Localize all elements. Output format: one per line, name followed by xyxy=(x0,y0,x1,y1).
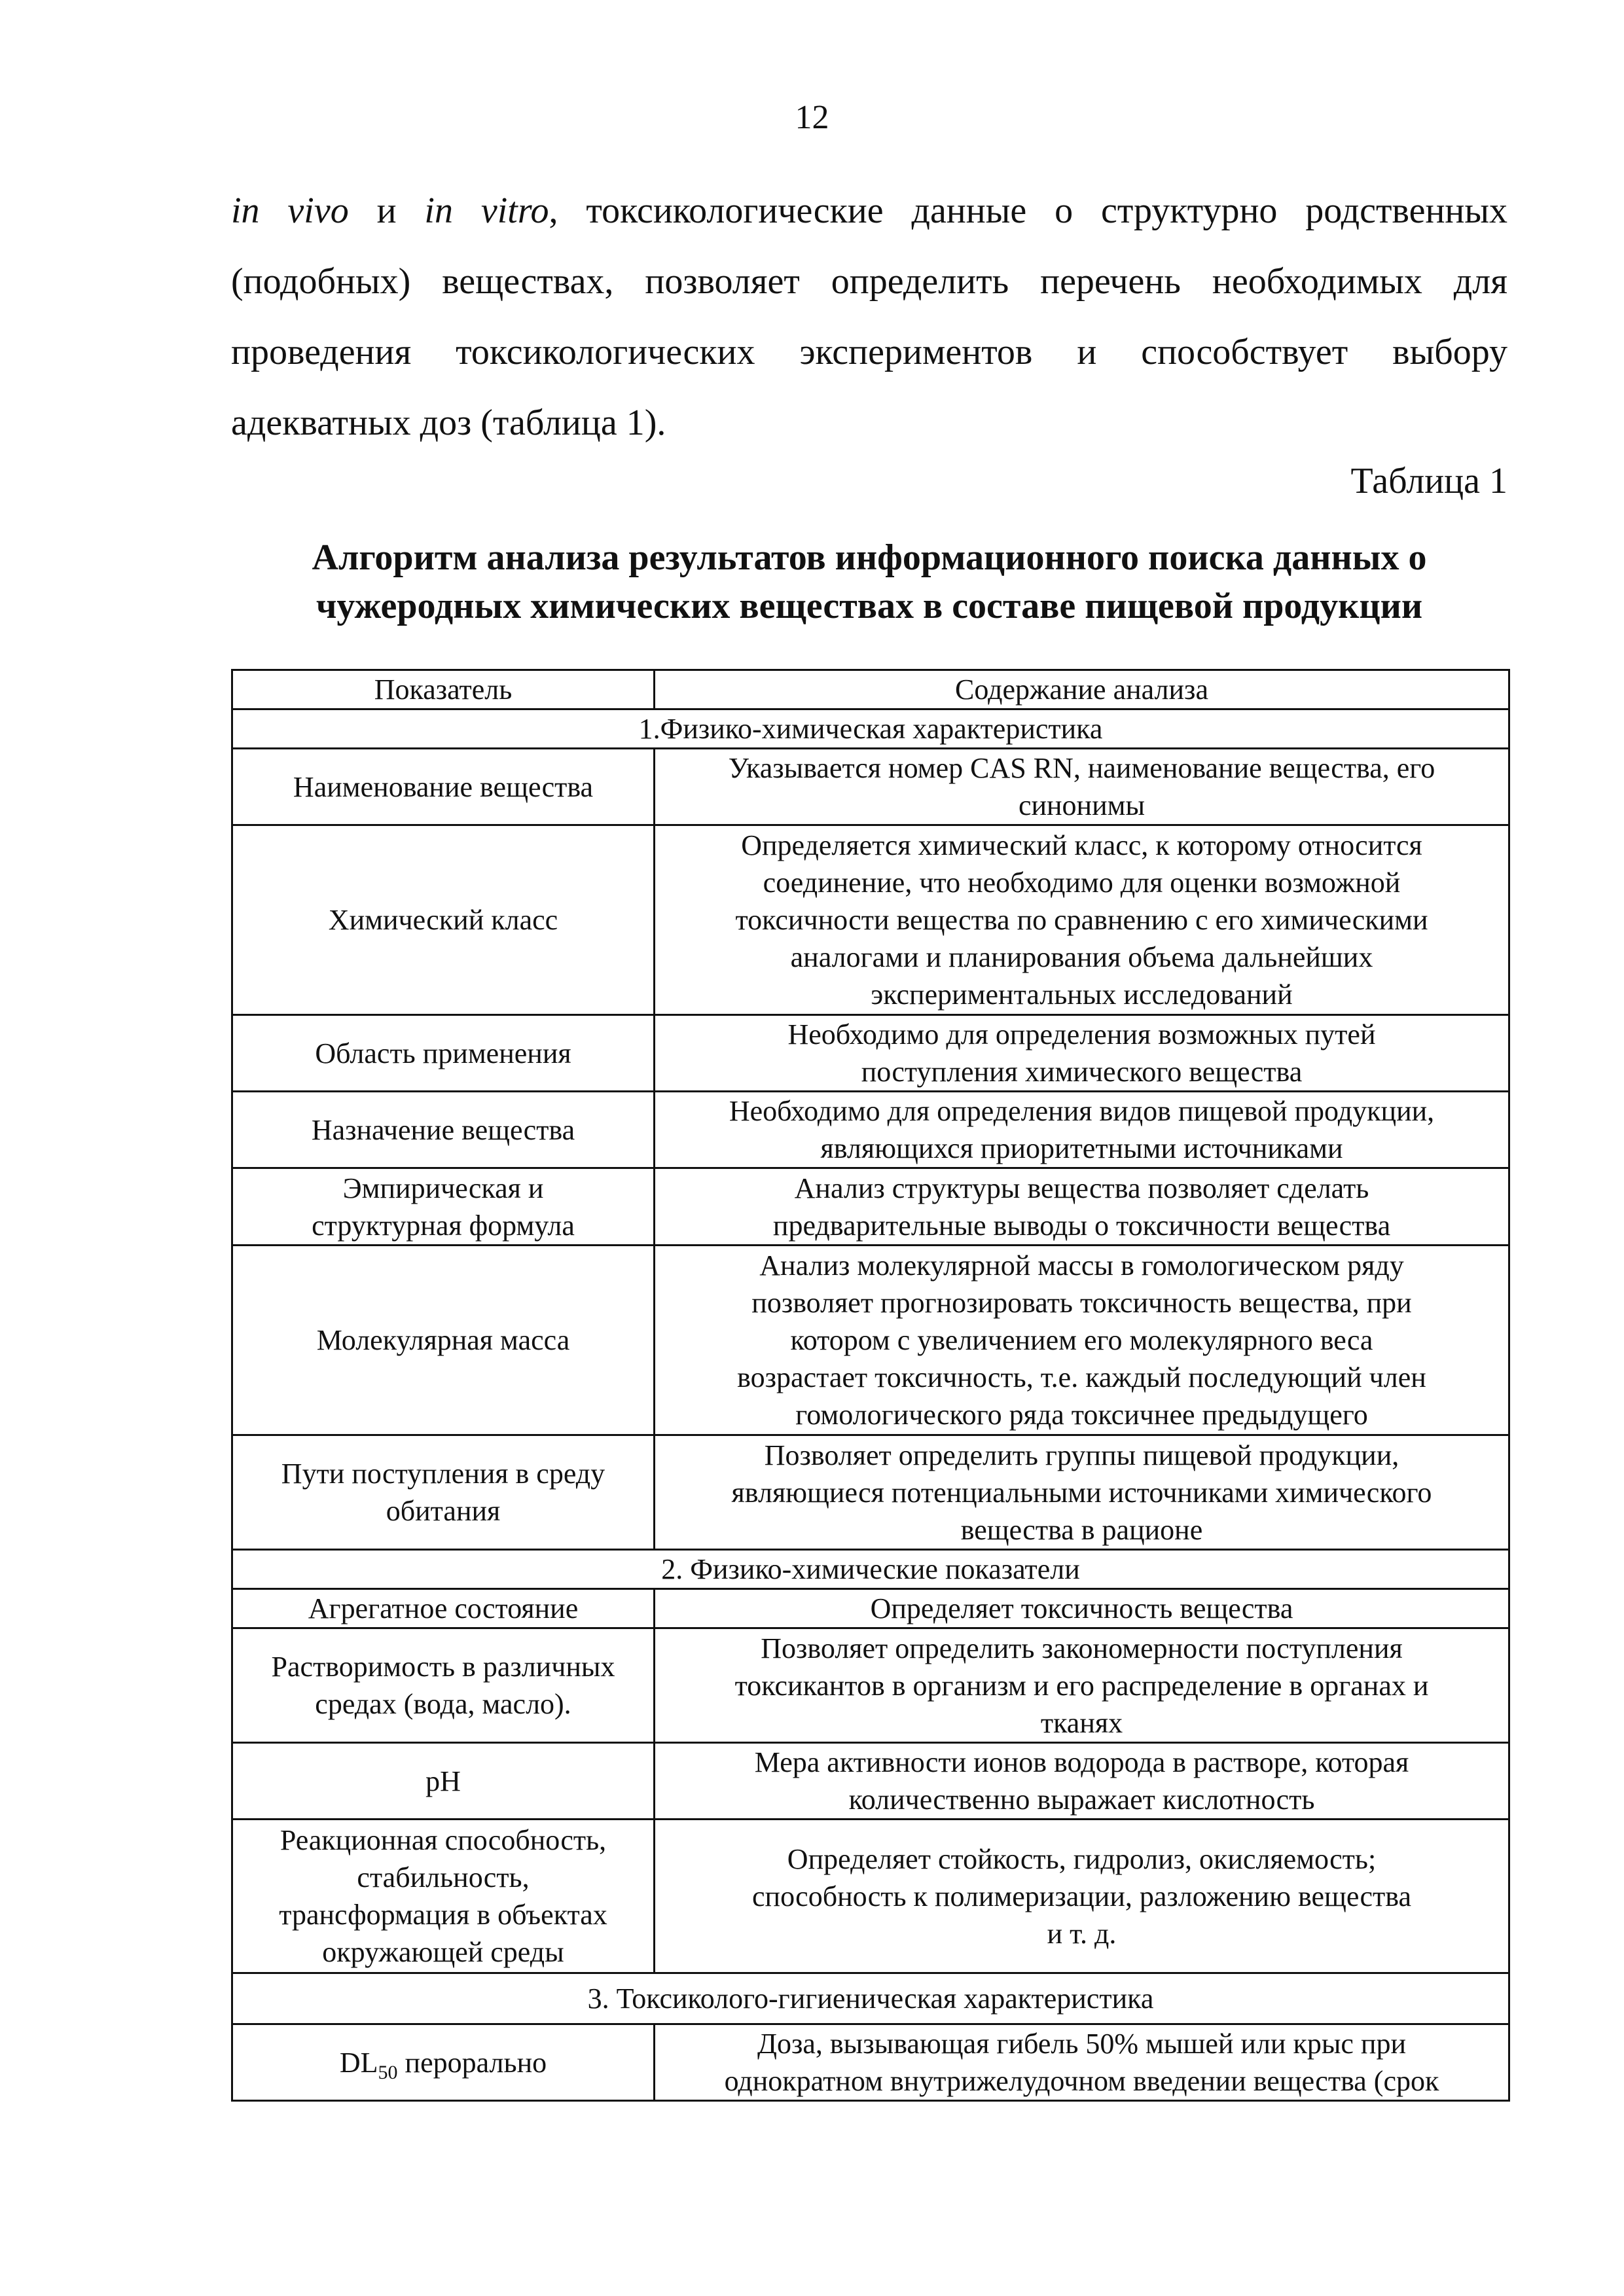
content-cell xyxy=(655,749,1509,825)
intro-paragraph xyxy=(231,175,1507,458)
table-row xyxy=(232,1168,1509,1246)
indicator-line: стабильность, xyxy=(357,1861,530,1893)
indicator-rest: перорально xyxy=(397,2046,547,2079)
content-line: Анализ молекулярной массы в гомологическом ряду xyxy=(759,1249,1404,1282)
indicator-cell xyxy=(232,1589,655,1628)
indicator-line: Назначение вещества xyxy=(311,1113,575,1146)
content-line: аналогами и планирования объема дальнейших xyxy=(790,941,1373,973)
indicator-cell xyxy=(232,1743,655,1820)
content-line: соединение, что необходимо для оценки возможной xyxy=(763,867,1401,899)
content-line: тканях xyxy=(1040,1706,1123,1739)
intro-italic-in-vivo: in vivo xyxy=(231,190,349,231)
indicator-cell xyxy=(232,825,655,1015)
table-label: Таблица 1 xyxy=(1350,461,1507,501)
intro-italic-in-vitro: in vitro xyxy=(424,190,549,231)
indicator-cell xyxy=(232,1628,655,1743)
content-line: являющихся приоритетными источниками xyxy=(820,1132,1343,1164)
table-row xyxy=(232,1015,1509,1092)
table-title xyxy=(231,533,1507,630)
indicator-main: DL xyxy=(339,2046,378,2079)
content-line: возрастает токсичность, т.е. каждый последующий член xyxy=(737,1361,1426,1393)
intro-text: , токсикологические данные о структурно родственных (подобных) веществах, позволяет определить перечень необходимых для проведения токсикологических экспериментов и способствует выбору адекватных доз (таблица 1). xyxy=(231,190,1508,443)
section-row xyxy=(232,1550,1509,1589)
content-line: способность к полимеризации, разложению вещества xyxy=(752,1880,1411,1912)
indicator-line: средах (вода, масло). xyxy=(315,1688,571,1720)
indicator-line: Область применения xyxy=(315,1037,571,1069)
indicator-cell xyxy=(232,2024,655,2101)
indicator-line: окружающей среды xyxy=(322,1936,564,1968)
section-title: 1.Физико-химическая характеристика xyxy=(232,709,1509,749)
content-line: Определяет стойкость, гидролиз, окисляемость; xyxy=(787,1842,1377,1875)
content-cell xyxy=(655,1015,1509,1092)
content-line: Необходимо для определения возможных путей xyxy=(787,1018,1376,1050)
section-title: 3. Токсиколого-гигиеническая характеристика xyxy=(232,1973,1509,2024)
content-cell xyxy=(655,825,1509,1015)
indicator-cell xyxy=(232,1092,655,1168)
section-row xyxy=(232,709,1509,749)
content-line: количественно выражает кислотность xyxy=(848,1784,1315,1816)
content-cell xyxy=(655,1435,1509,1550)
content-cell xyxy=(655,1092,1509,1168)
content-line: Указывается номер CAS RN, наименование вещества, его xyxy=(728,752,1435,784)
content-line: однократном внутрижелудочном введении вещества (срок xyxy=(724,2065,1439,2097)
table-row xyxy=(232,1246,1509,1435)
table-row xyxy=(232,2024,1509,2101)
content-line: вещества в рационе xyxy=(960,1513,1203,1546)
indicator-line: структурная формула xyxy=(312,1209,575,1242)
content-cell xyxy=(655,1820,1509,1973)
indicator-line: Агрегатное состояние xyxy=(308,1592,579,1624)
content-cell xyxy=(655,1743,1509,1820)
content-cell xyxy=(655,1246,1509,1435)
indicator-line: Химический класс xyxy=(328,904,558,936)
indicator-line: обитания xyxy=(386,1495,501,1527)
indicator-subscript: 50 xyxy=(378,2061,398,2083)
indicator-cell xyxy=(232,1015,655,1092)
indicator-cell xyxy=(232,749,655,825)
indicator-cell xyxy=(232,1168,655,1246)
indicator-line: Растворимость в различных xyxy=(271,1651,615,1683)
page-number: 12 xyxy=(795,99,829,136)
table-row xyxy=(232,749,1509,825)
table-row xyxy=(232,1820,1509,1973)
indicator-line: Эмпирическая и xyxy=(342,1172,544,1204)
table-row xyxy=(232,1092,1509,1168)
content-line: Позволяет определить закономерности поступления xyxy=(761,1632,1403,1664)
indicator-cell xyxy=(232,1246,655,1435)
indicator-line: Реакционная способность, xyxy=(280,1824,607,1856)
content-line: токсикантов в организм и его распределение в органах и xyxy=(734,1669,1429,1702)
content-line: синонимы xyxy=(1018,789,1146,821)
indicator-line: Наименование вещества xyxy=(293,770,594,803)
section-row xyxy=(232,1973,1509,2024)
indicator-line: pH xyxy=(425,1765,461,1797)
content-line: Определяется химический класс, к которому относится xyxy=(741,829,1422,861)
header-indicator: Показатель xyxy=(232,670,655,709)
intro-and: и xyxy=(348,190,425,231)
content-line: Позволяет определить группы пищевой продукции, xyxy=(764,1439,1399,1471)
indicator-cell xyxy=(232,1435,655,1550)
content-cell xyxy=(655,1628,1509,1743)
table-title-line1: Алгоритм анализа результатов информационного поиска данных о xyxy=(312,537,1427,578)
content-line: Определяет токсичность вещества xyxy=(870,1592,1293,1624)
header-content: Содержание анализа xyxy=(655,670,1509,709)
table-row xyxy=(232,1628,1509,1743)
content-line: Необходимо для определения видов пищевой продукции, xyxy=(729,1095,1435,1127)
table-title-line2: чужеродных химических веществах в составе пищевой продукции xyxy=(316,586,1423,626)
content-line: экспериментальных исследований xyxy=(871,978,1293,1011)
content-line: являющиеся потенциальными источниками химического xyxy=(731,1476,1432,1509)
table-row xyxy=(232,1743,1509,1820)
table-row xyxy=(232,1589,1509,1628)
table-header-row xyxy=(232,670,1509,709)
content-line: предварительные выводы о токсичности вещества xyxy=(772,1209,1391,1242)
content-line: котором с увеличением его молекулярного веса xyxy=(790,1324,1373,1356)
indicator-cell xyxy=(232,1820,655,1973)
content-cell xyxy=(655,1168,1509,1246)
indicator-line: трансформация в объектах xyxy=(279,1899,607,1931)
content-cell xyxy=(655,2024,1509,2101)
content-line: поступления химического вещества xyxy=(861,1056,1303,1088)
section-title: 2. Физико-химические показатели xyxy=(232,1550,1509,1589)
content-line: Анализ структуры вещества позволяет сделать xyxy=(794,1172,1369,1204)
content-line: и т. д. xyxy=(1047,1917,1117,1950)
content-line: позволяет прогнозировать токсичность вещества, при xyxy=(751,1287,1412,1319)
data-table xyxy=(231,669,1510,2102)
table-row xyxy=(232,825,1509,1015)
content-line: гомологического ряда токсичнее предыдущего xyxy=(795,1399,1368,1431)
indicator-line: Пути поступления в среду xyxy=(281,1458,605,1490)
content-line: Доза, вызывающая гибель 50% мышей или крыс при xyxy=(757,2028,1407,2060)
table-row xyxy=(232,1435,1509,1550)
indicator-line: Молекулярная масса xyxy=(316,1324,570,1356)
content-cell xyxy=(655,1589,1509,1628)
content-line: токсичности вещества по сравнению с его химическими xyxy=(735,904,1428,936)
content-line: Мера активности ионов водорода в растворе, которая xyxy=(754,1746,1409,1778)
